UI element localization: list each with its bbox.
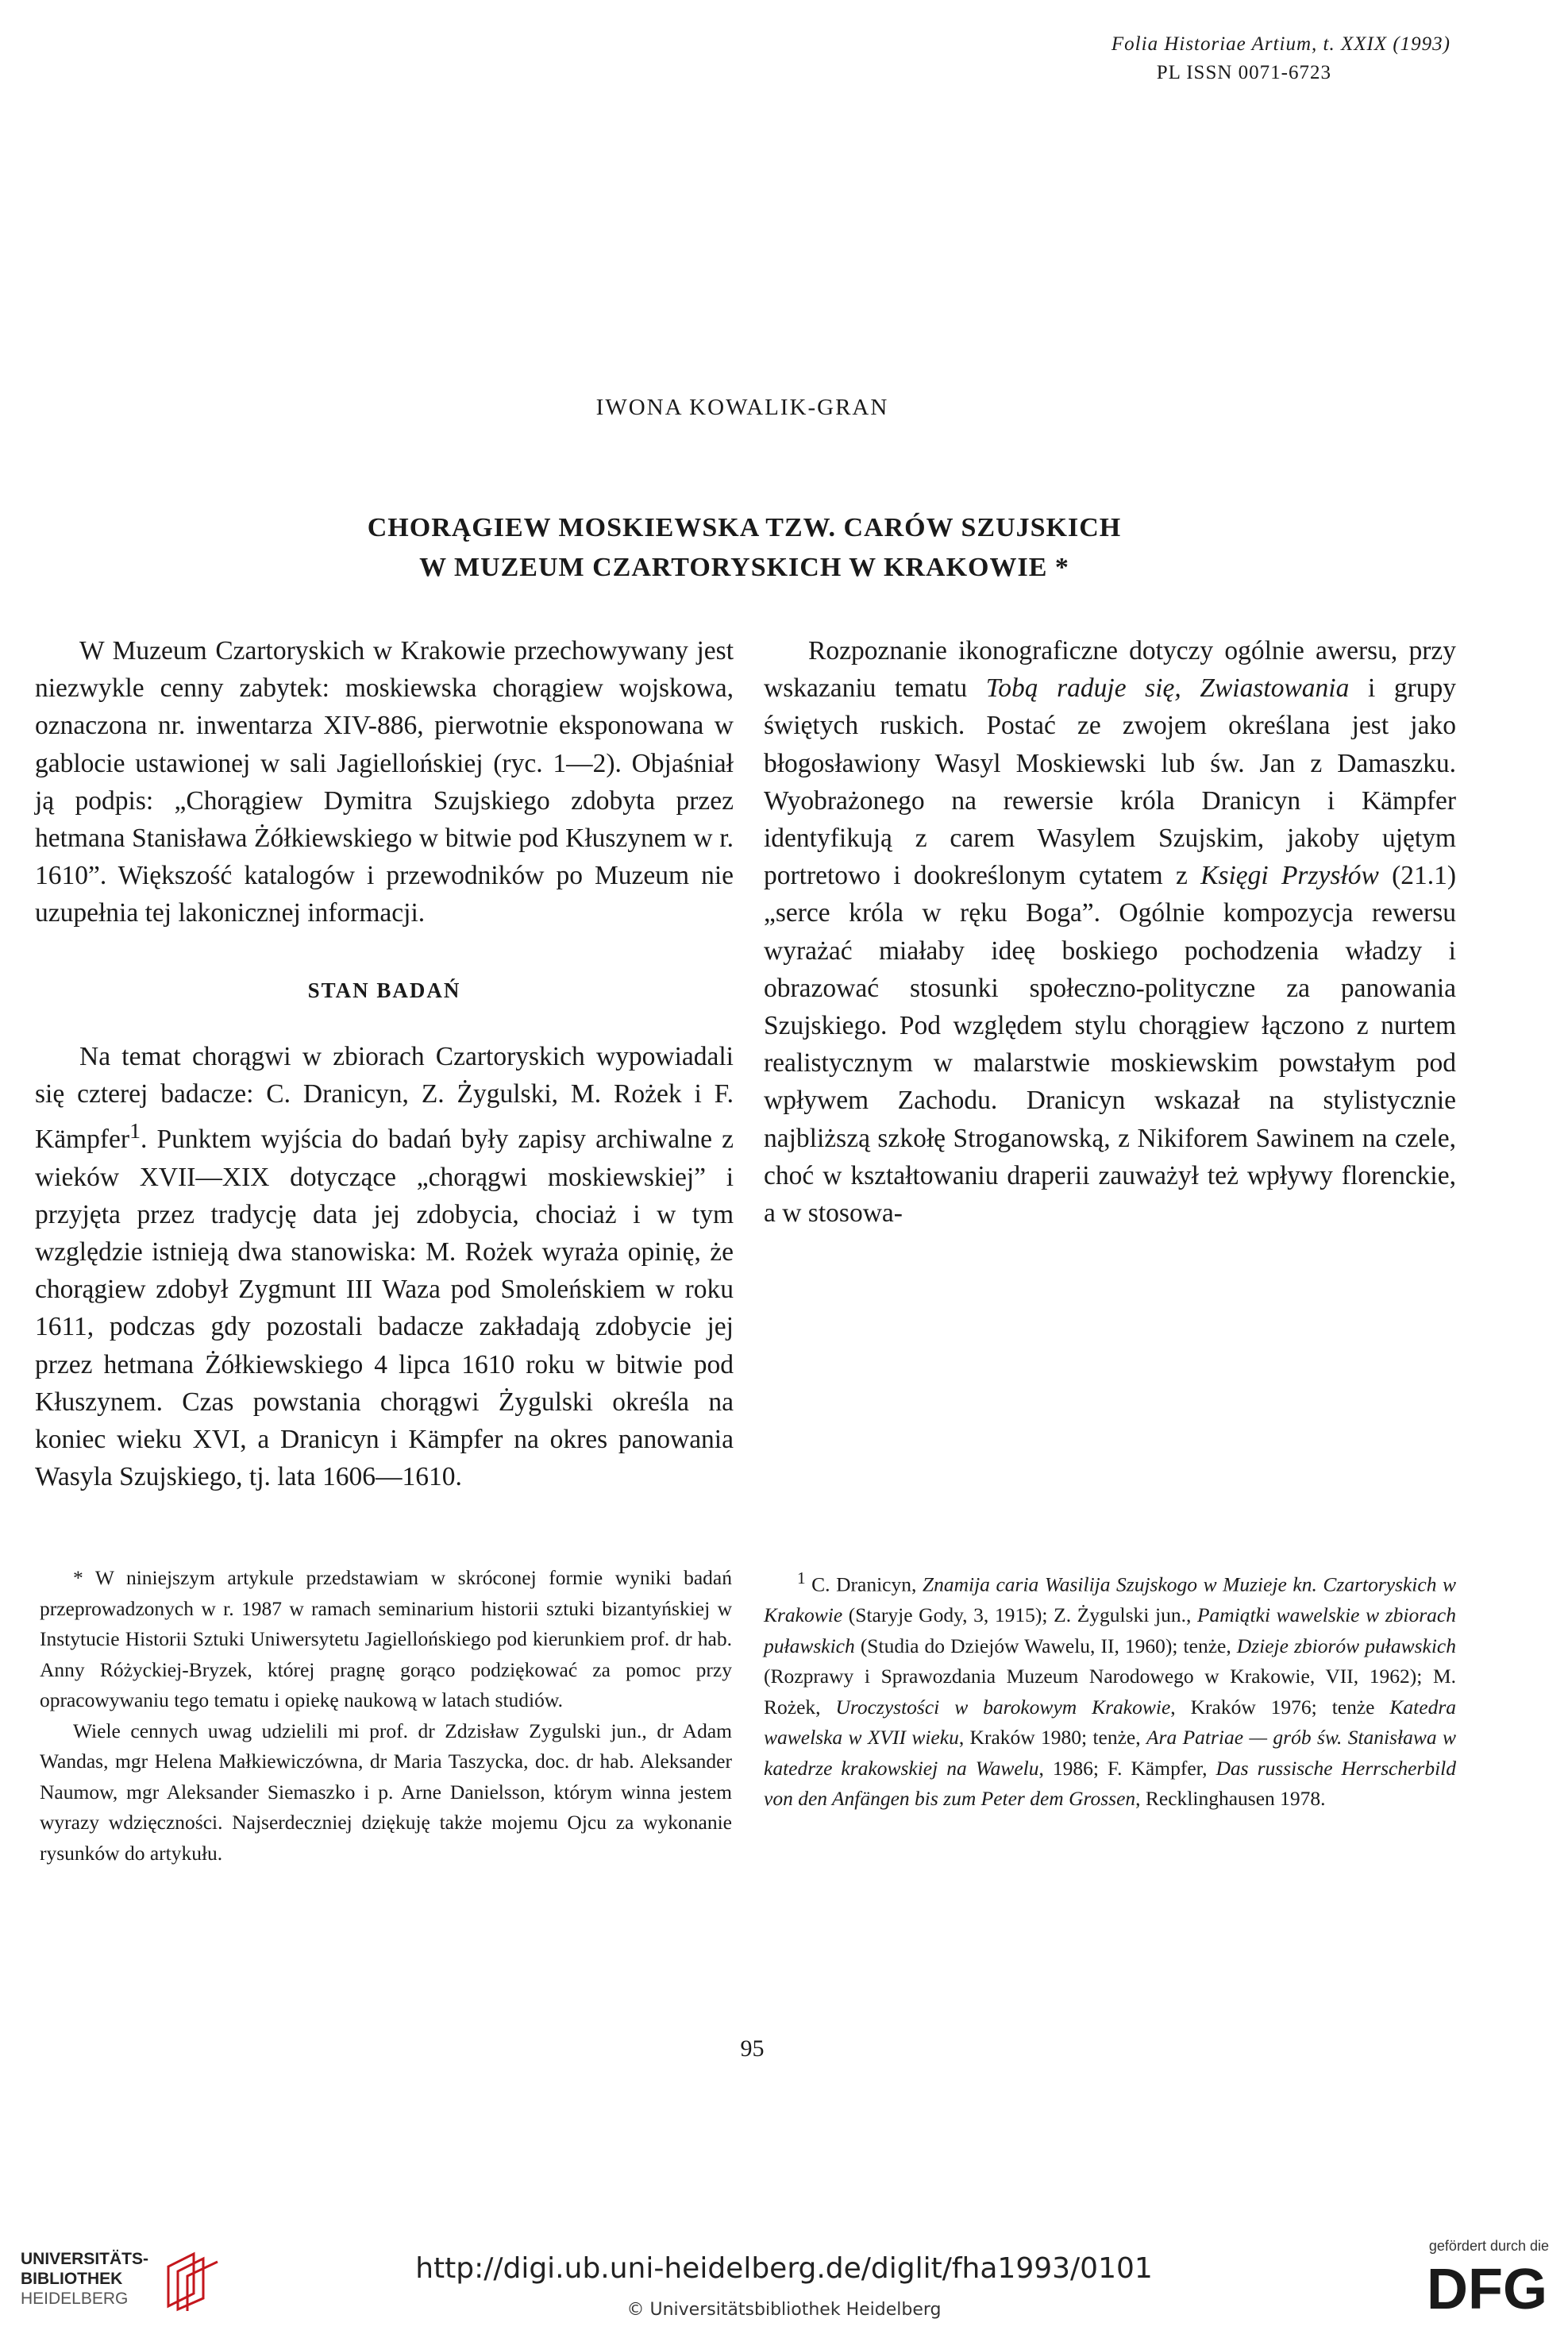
paragraph-3-italic-1: Tobą raduje się, Zwiastowania <box>985 673 1350 704</box>
article-title-line-1: CHORĄGIEW MOSKIEWSKA TZW. CARÓW SZUJSKICH <box>367 513 1122 542</box>
paragraph-2 <box>35 1038 734 1496</box>
dfg-logo-text: DFG <box>1427 2259 1547 2315</box>
footnote-1-title: Pamiątki wawelskie w zbiorach puławskich <box>764 1603 1456 1657</box>
paragraph-2-text-a: Na temat chorągwi w zbiorach Czartoryskich wypowiadali się czterej badacze: C. Dranicyn, Z. Żygulski, M. Rożek i F. Kämpfer <box>35 1041 734 1155</box>
library-logo-line-1: UNIVERSITÄTS- <box>21 2250 149 2268</box>
footnotes-right <box>764 1563 1456 1815</box>
library-logo-line-3: HEIDELBERG <box>21 2290 129 2308</box>
paragraph-1: W Muzeum Czartoryskich w Krakowie przechowywany jest niezwykle cenny zabytek: moskiewska chorągiew wojskowa, oznaczona nr. inwentarza XIV-886, pierwotnie eksponowana w gablocie ustawionej w sali Jagiellońskiej (ryc. 1—2). Objaśniał ją podpis: „Chorągiew Dymitra Szujskiego zdobyta przez hetmana Stanisława Żółkiewskiego w bitwie pod Kłuszynem w r. 1610”. Większość katalogów i przewodników po Muzeum nie uzupełnia tej lakonicznej informacji. <box>35 636 734 928</box>
dfg-logo-icon <box>1406 2259 1549 2315</box>
dfg-logo[interactable] <box>1390 2238 1549 2319</box>
page-number: 95 <box>740 2035 765 2062</box>
paragraph-3-italic-2: Księgi Przysłów <box>1200 861 1379 891</box>
body-column-left <box>35 632 734 1495</box>
paragraph-3-text-a: Rozpoznanie ikonograficzne dotyczy ogólnie awersu, przy wskazaniu tematu <box>764 636 1456 704</box>
journal-title: Folia Historiae Artium, t. XXIX (1993) <box>1111 33 1450 55</box>
footnote-1-text: C. Dranicyn, <box>811 1572 923 1596</box>
footnote-1-text: , 1986; F. Kämpfer, <box>1038 1756 1216 1780</box>
section-heading: STAN BADAŃ <box>307 978 461 1002</box>
library-logo-line-2: BIBLIOTHEK <box>21 2270 123 2288</box>
footnote-1-text: , Recklinghausen 1978. <box>1135 1787 1326 1810</box>
article-title <box>0 508 1489 588</box>
journal-header <box>895 30 1450 87</box>
dfg-caption: gefördert durch die <box>1428 2238 1549 2254</box>
footnote-1-title: Dzieje zbiorów puławskich <box>1236 1634 1456 1657</box>
footnote-1-text: , Kraków 1976; tenże <box>1170 1695 1390 1719</box>
footnote-1-title: Znamija caria Wasilija Szujskogo w Muzieje kn. Czartoryskich w Krakowie <box>764 1572 1457 1626</box>
footnote-1-title: Katedra wawelska w XVII wieku <box>764 1695 1457 1749</box>
footnote-1-text: (Rozprawy i Sprawozdania Muzeum Narodowego w Krakowie, VII, 1962); M. Rożek, <box>764 1665 1456 1719</box>
footnotes-left <box>40 1563 732 1869</box>
footnote-1-title: Uroczystości w barokowym Krakowie <box>835 1695 1171 1719</box>
article-author: IWONA KOWALIK-GRAN <box>595 395 889 420</box>
copyright-notice: © Universitätsbibliothek Heidelberg <box>626 2300 942 2320</box>
footnote-1-text: (Staryje Gody, 3, 1915); Z. Żygulski jun., <box>842 1603 1197 1626</box>
footnote-star-1: * W niniejszym artykule przedstawiam w skróconej formie wyniki badań przeprowadzonych w r. 1987 w ramach seminarium historii sztuki bizantyńskiej w Instytucie Historii Sztuki Uniwersytetu Jagiellońskiego pod kierunkiem prof. dr hab. Anny Różyckiej-Bryzek, której pragnę gorąco podziękować za pomoc przy opracowywaniu tego tematu i opiekę naukową w latach studiów. <box>40 1566 732 1711</box>
paragraph-2-text-b: . Punktem wyjścia do badań były zapisy archiwalne z wieków XVII—XIX dotyczące „chorągwi moskiewskiej” i przyjęta przez tradycję data jej zdobycia, chociaż i w tym względzie istnieją dwa stanowiska: M. Rożek wyraża opinię, że chorągiew zdobył Zygmunt III Waza pod Smoleńskiem w roku 1611, podczas gdy pozostali badacze zakładają zdobycie jej przez hetmana Żółkiewskiego 4 lipca 1610 roku w bitwie pod Kłuszynem. Czas powstania chorągwi Żygulski określa na koniec wieku XVI, a Dranicyn i Kämpfer na okres panowania Wasyla Szujskiego, tj. lata 1606—1610. <box>35 1125 734 1492</box>
body-column-right <box>764 632 1456 1232</box>
paragraph-3 <box>764 632 1456 1232</box>
journal-issn: PL ISSN 0071-6723 <box>1156 62 1331 83</box>
footnote-1-title: Das russische Herrscherbild von den Anfängen bis zum Peter dem Grossen <box>764 1756 1456 1810</box>
footnote-1-text: (Studia do Dziejów Wawelu, II, 1960); tenże, <box>854 1634 1237 1657</box>
footnote-1 <box>764 1563 1456 1815</box>
paragraph-3-text-b: i grupy świętych ruskich. Postać ze zwojem określana jest jako błogosławiony Wasyl Moskiewski lub św. Jan z Damaszku. Wyobrażonego na rewersie króla Dranicyn i Kämpfer identyfikują z carem Wasylem Szujskim, jakoby ujętym portretowo i dookreślonym cytatem z <box>764 673 1456 891</box>
footnote-ref-1[interactable]: 1 <box>129 1119 141 1144</box>
footnote-1-number: 1 <box>797 1568 806 1588</box>
footnote-star-2: Wiele cennych uwag udzielili mi prof. dr Zdzisław Zygulski jun., dr Adam Wandas, mgr Helena Małkiewiczówna, dr Maria Taszycka, doc. dr hab. Aleksander Naumow, mgr Aleksander Siemaszko i p. Arne Danielsson, którym winna jestem wyrazy wdzięczności. Najserdeczniej dziękuję także mojemu Ojcu za wykonanie rysunków do artykułu. <box>40 1719 732 1865</box>
footnote-1-title: Ara Patriae — grób św. Stanisława w katedrze krakowskiej na Wawelu <box>764 1726 1456 1780</box>
footnote-1-text: , Kraków 1980; tenże, <box>958 1726 1146 1749</box>
source-url-link[interactable]: http://digi.ub.uni-heidelberg.de/diglit/fha1993/0101 <box>415 2252 1153 2285</box>
article-title-line-2: W MUZEUM CZARTORYSKICH W KRAKOWIE * <box>419 553 1069 582</box>
paragraph-3-text-c: (21.1) „serce króla w ręku Boga”. Ogólnie kompozycja rewersu wyrażać miałaby ideę boskiego pochodzenia władzy i obrazować stosunki społeczno-polityczne za panowania Szujskiego. Pod względem stylu chorągiew łączono z nurtem realistycznym w malarstwie moskiewskim powstałym pod wpływem Zachodu. Dranicyn wskazał na stylistycznie najbliższą szkołę Stroganowską, z Nikiforem Sawinem na czele, choć w kształtowaniu draperii zauważył też wpływy florenckie, a w stosowa- <box>764 861 1457 1229</box>
